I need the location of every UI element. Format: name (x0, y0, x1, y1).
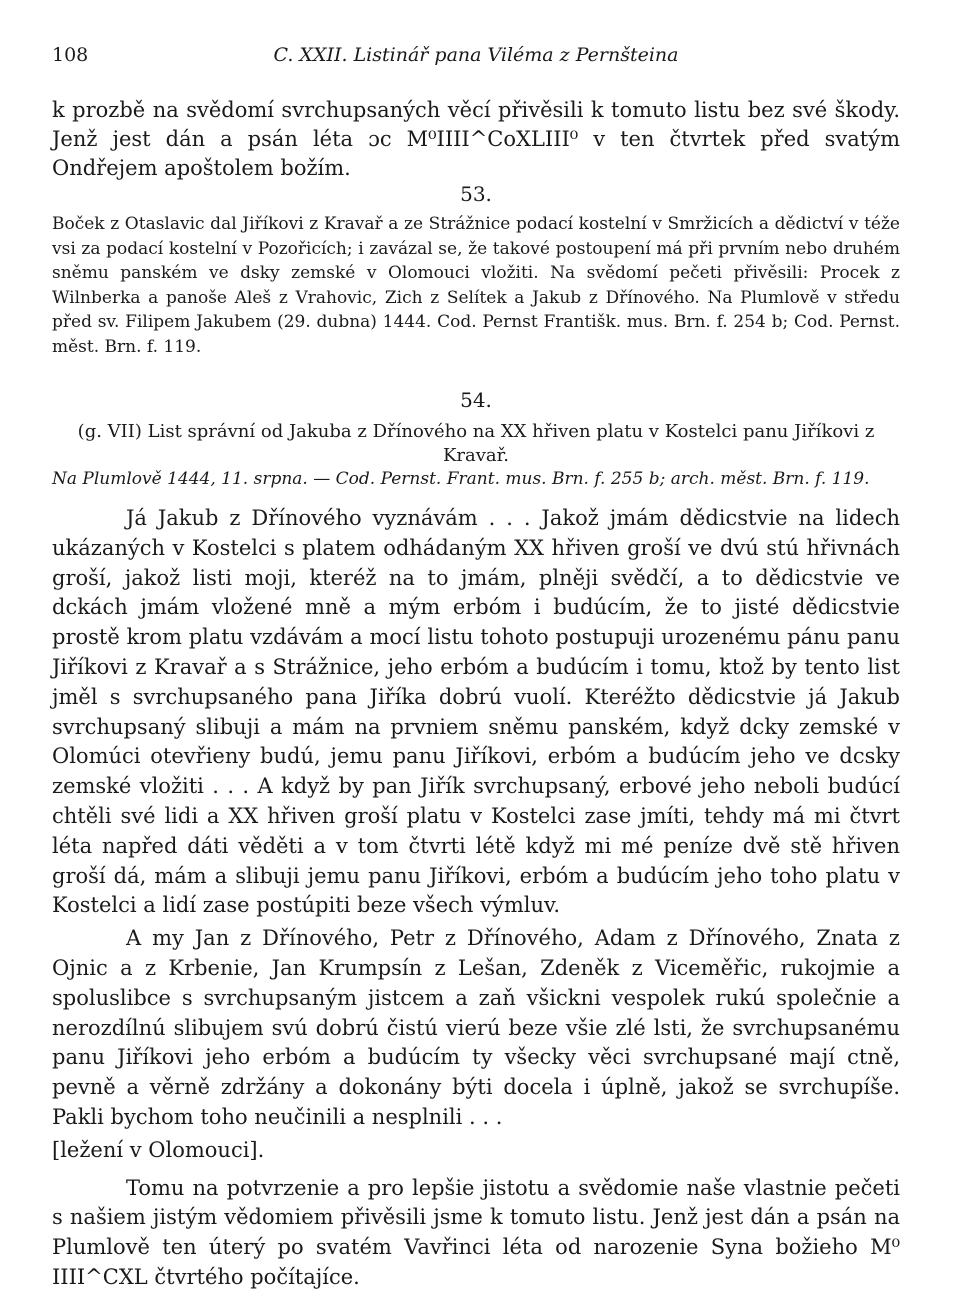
previous-document-ending (52, 96, 900, 183)
paragraph: Já Jakub z Dřínového vyznávám . . . Jakož jmám dědicstvie na lidech ukázaných v Kostelci s platem odhádaným XX hřiven groší ve dvú stú hřivnách groší, jakož listi moji, kteréž na to jmám, plněji svědčí, a to dědicstvie ve dckách jmám vložené mně a mým erbóm i budúcím, že to jisté dědicstvie prostě krom platu vzdávám a mocí listu tohoto postupuji urozenému pánu panu Jiříkovi z Kravař a s Strážnice, jeho erbóm a budúcím i tomu, ktož by tento list jměl s svrchupsaného pana Jiříka dobrú vuolí. Kteréžto dědicstvie já Jakub svrchupsaný slibuji a mám na prvniem sněmu panském, když dcky zemské v Olomúci otevřieny budú, jemu panu Jiříkovi, erbóm a budúcím jeho ve dcsky zemské vložiti . . . A když by pan Jiřík svrchupsaný, erbové jeho neboli budúcí chtěli své lidi a XX hřiven groší platu v Kostelci zase jmíti, tehdy má mi čtvrt léta napřed dáti věděti a v tom čtvrti létě když mi mé peníze dvě stě hřiven groší dá, mám a slibuji jemu panu Jiříkovi, erbóm a budúcím jeho toho platu v Kostelci a lidí zase postúpiti beze všech výmluv. (52, 506, 900, 918)
paragraph: k prozbě na svědomí svrchupsaných věcí přivěsili k tomuto listu bez své škody. Jenž jest dán a psán léta ɔc M⁰IIII^CoXLIII⁰ v ten čtvrtek před svatým Ondřejem apoštolem božím. (52, 98, 900, 180)
document-number: 53. (460, 182, 492, 206)
document-number: 54. (460, 388, 492, 412)
regest-53: Boček z Otaslavic dal Jiříkovi z Kravař a ze Strážnice podací kostelní v Smržicích a dědictví v téže vsi za podací kostelní v Pozořicích; i zavázal se, že takové postoupení má při prvním nebo druhém sněmu panském ve dsky zemské v Olomouci vložiti. Na svědomí pečeti přivěsili: Procek z Wilnberka a panoše Aleš z Vrahovic, Zich z Selítek a Jakub z Dřínového. Na Plumlově v středu před sv. Filipem Jakubem (29. dubna) 1444. Cod. Pernst Františk. mus. Brn. f. 254 b; Cod. Pernst. měst. Brn. f. 119. (52, 214, 900, 357)
paragraph: A my Jan z Dřínového, Petr z Dřínového, Adam z Dřínového, Znata z Ojnic a z Krbenie, Jan Krumpsín z Lešan, Zdeněk z Viceměřic, rukojmie a spoluslibce s svrchupsaným jistcem a zaň všickni vespolek rukú společnie a nerozdílnú slibujem svú dobrú čistú vierú beze všie zlé lsti, že svrchupsanému panu Jiříkovi jeho erbóm a budúcím ty všecky věci svrchupsané mají ctně, pevně a věrně zdržány a dokonány býti docela i úplně, jakož se svrchupíše. Pakli bychom toho neučinili a nesplnili . . . (52, 926, 900, 1129)
running-title: C. XXII. Listinář pana Viléma z Pernšteina (273, 44, 679, 66)
page-number: 108 (52, 44, 89, 66)
paragraph: [ležení v Olomouci]. (52, 1137, 265, 1162)
source-note: Na Plumlově 1444, 11. srpna. — Cod. Pernst. Frant. mus. Brn. f. 255 b; arch. měst. Brn. f. 119. (52, 469, 870, 489)
paragraph: Tomu na potvrzenie a pro lepšie jistotu a svědomie naše vlastnie pečeti s našiem jistým vědomiem přivěsili jsme k tomuto listu. Jenž jest dán a psán na Plumlově ten úterý po svatém Vavřinci léta od narozenie Syna božieho M⁰ IIII^CXL čtvrtého počítajíce. (52, 1175, 900, 1289)
document-title: (g. VII) List správní od Jakuba z Dřínového na XX hřiven platu v Kostelci panu Jiříkovi z Kravař. (77, 421, 875, 466)
document-body (52, 504, 900, 1296)
page-header (52, 44, 900, 74)
